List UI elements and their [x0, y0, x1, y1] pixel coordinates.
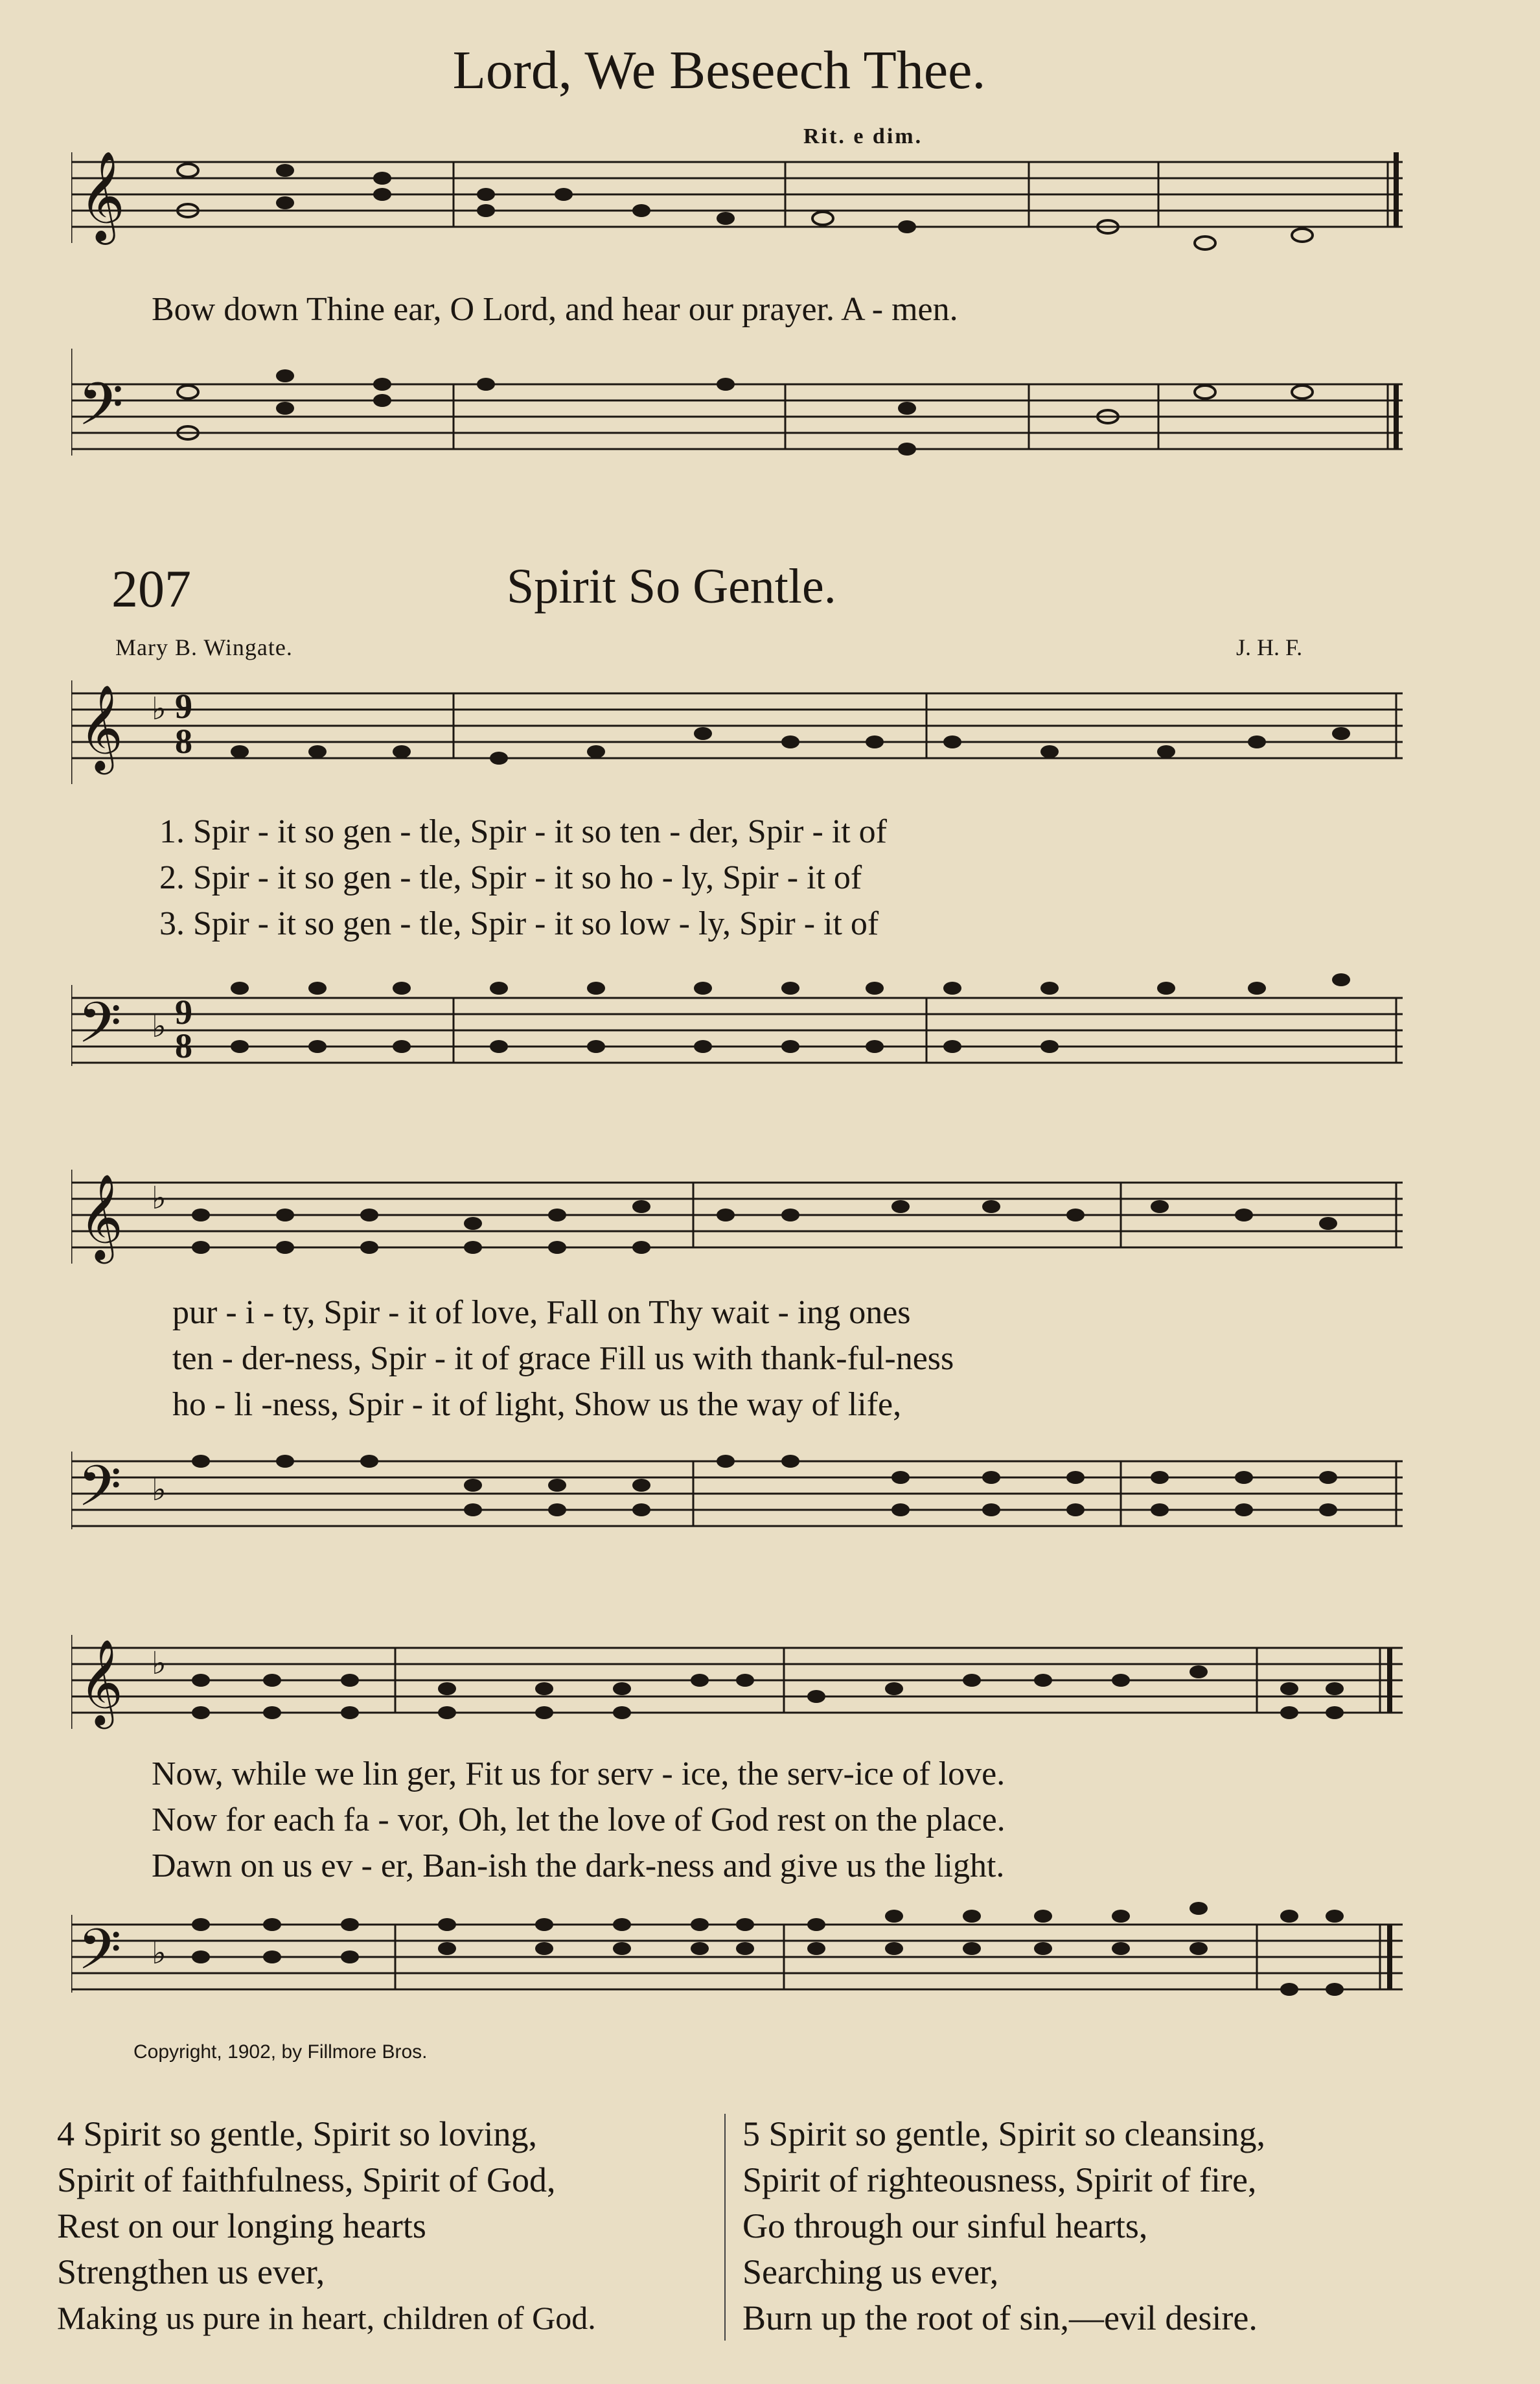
music-staff-treble	[71, 680, 1403, 797]
svg-text:♭: ♭	[152, 1936, 167, 1971]
svg-text:♭: ♭	[152, 1010, 167, 1044]
lyric-line: ho - li -ness, Spir - it of light, Show us the way of life,	[172, 1386, 902, 1423]
lyric-line: 3. Spir - it so gen - tle, Spir - it so low - ly, Spir - it of	[159, 905, 879, 942]
verse-line: Spirit of righteousness, Spirit of fire,	[742, 2160, 1257, 2199]
music-staff-treble	[71, 1632, 1403, 1748]
lyric-line: 2. Spir - it so gen - tle, Spir - it so ho - ly, Spir - it of	[159, 859, 862, 896]
composer-credit: J. H. F.	[1236, 634, 1303, 660]
verse-4	[57, 2111, 596, 2341]
author-credit: Mary B. Wingate.	[115, 634, 293, 660]
svg-text:𝄞: 𝄞	[79, 1176, 123, 1258]
verse-5	[742, 2111, 1265, 2341]
svg-text:𝄢: 𝄢	[78, 992, 122, 1068]
svg-text:𝄢: 𝄢	[78, 1919, 122, 1995]
verse-line: Searching us ever,	[742, 2252, 999, 2291]
svg-text:𝄢: 𝄢	[78, 373, 124, 452]
svg-text:𝄞: 𝄞	[79, 153, 125, 239]
hymn-title-lord-we-beseech-thee: Lord, We Beseech Thee.	[452, 40, 986, 100]
verse-lyrics-system-1	[159, 809, 887, 947]
svg-text:8: 8	[175, 722, 192, 761]
tempo-marking: Rit. e dim.	[803, 124, 923, 148]
music-staff-treble	[71, 1166, 1403, 1277]
verse-line: 5 Spirit so gentle, Spirit so cleansing,	[742, 2114, 1265, 2153]
svg-text:♭: ♭	[152, 1181, 167, 1216]
verse-line: Burn up the root of sin,—evil desire.	[742, 2298, 1258, 2337]
verse-line: 4 Spirit so gentle, Spirit so loving,	[57, 2114, 538, 2153]
svg-text:♭: ♭	[152, 692, 167, 726]
svg-text:9: 9	[175, 687, 192, 726]
svg-text:𝄢: 𝄢	[78, 1455, 122, 1531]
lyric-line: Now, while we lin ger, Fit us for serv - ice, the serv-ice of love.	[152, 1755, 1006, 1792]
music-staff-treble	[71, 146, 1403, 256]
svg-text:8: 8	[175, 1026, 192, 1065]
column-divider	[724, 2114, 726, 2341]
lyric-line: 1. Spir - it so gen - tle, Spir - it so ten - der, Spir - it of	[159, 813, 888, 850]
hymn-number: 207	[111, 559, 191, 618]
verse-line: Spirit of faithfulness, Spirit of God,	[57, 2160, 556, 2199]
svg-text:9: 9	[175, 993, 192, 1032]
lyric-line: pur - i - ty, Spir - it of love, Fall on Thy wait - ing ones	[172, 1294, 911, 1331]
copyright-notice: Copyright, 1902, by Fillmore Bros.	[133, 2041, 428, 2063]
verse-line: Go through our sinful hearts,	[742, 2206, 1148, 2245]
music-staff-bass	[71, 953, 1403, 1108]
lyric-line: ten - der-ness, Spir - it of grace Fill us with thank-ful-ness	[172, 1340, 954, 1377]
svg-text:𝄞: 𝄞	[79, 687, 123, 769]
lyric-line: Bow down Thine ear, O Lord, and hear our prayer. A - men.	[152, 291, 958, 328]
music-staff-bass	[71, 1889, 1403, 2031]
lyric-line: Dawn on us ev - er, Ban-ish the dark-ness and give us the light.	[152, 1847, 1005, 1884]
verse-line: Rest on our longing hearts	[57, 2206, 426, 2245]
music-staff-bass	[71, 1426, 1403, 1555]
svg-text:♭: ♭	[152, 1473, 167, 1507]
hymn-title: Spirit So Gentle.	[507, 559, 836, 614]
verse-line: Strengthen us ever,	[57, 2252, 325, 2291]
music-staff-bass	[71, 349, 1403, 465]
svg-text:♭: ♭	[152, 1647, 167, 1681]
verse-lyrics-system-3	[152, 1751, 1006, 1889]
verse-lyrics-system-2	[172, 1290, 954, 1428]
svg-text:𝄞: 𝄞	[79, 1641, 123, 1724]
verse-line: Making us pure in heart, children of God.	[57, 2300, 596, 2336]
lyric-line: Now for each fa - vor, Oh, let the love of God rest on the place.	[152, 1801, 1006, 1838]
